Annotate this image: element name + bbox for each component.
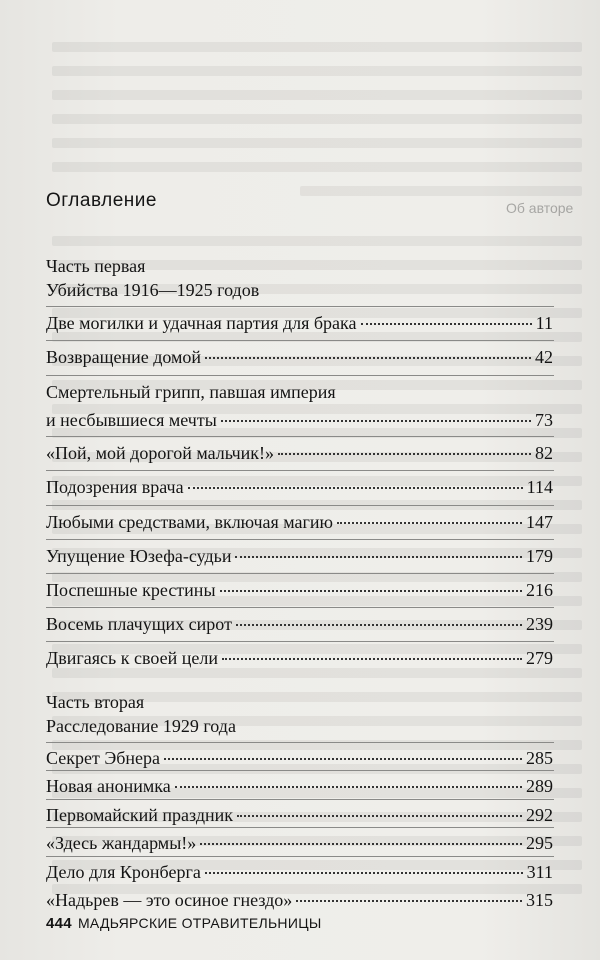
leader-dots (235, 556, 522, 558)
toc-entry[interactable] (46, 860, 553, 884)
entry-page: 216 (526, 580, 553, 600)
rule (46, 340, 554, 341)
part-two-label: Часть вторая (46, 692, 145, 712)
toc-entry[interactable] (46, 803, 553, 827)
rule (46, 470, 554, 471)
rule (46, 742, 554, 743)
leader-dots (337, 522, 522, 524)
entry-title: Секрет Эбнера (46, 748, 160, 768)
page-number: 444 (46, 915, 72, 932)
leader-dots (205, 872, 523, 874)
entry-title: Упущение Юзефа-судьи (46, 546, 232, 566)
leader-dots (278, 453, 531, 455)
entry-title: Восемь плачущих сирот (46, 614, 232, 634)
entry-title: Первомайский праздник (46, 804, 233, 825)
entry-page: 147 (526, 512, 553, 532)
entry-page: 239 (526, 614, 553, 634)
toc-entry[interactable] (46, 441, 553, 465)
entry-page: 295 (526, 833, 553, 854)
rule (46, 505, 554, 506)
running-title: МАДЬЯРСКИЕ ОТРАВИТЕЛЬНИЦЫ (77, 915, 322, 931)
entry-page: 315 (526, 890, 553, 910)
entry-title: и несбывшиеся мечты (46, 410, 217, 430)
toc-entry[interactable] (46, 544, 553, 568)
show-through-heading: Об авторе (506, 200, 574, 216)
toc-entry[interactable] (46, 888, 553, 912)
leader-dots (222, 658, 522, 660)
entry-title: Новая анонимка (46, 776, 171, 797)
entry-title: Любыми средствами, включая магию (46, 512, 333, 532)
entry-title-line1: Смертельный грипп, павшая империя (46, 382, 336, 402)
entry-title: «Надьрев — это осиное гнездо» (46, 890, 293, 910)
entry-title: Поспешные крестины (46, 580, 216, 600)
leader-dots (221, 420, 531, 422)
rule (46, 770, 554, 771)
entry-page: 279 (526, 648, 553, 668)
entry-page: 11 (535, 313, 553, 333)
toc-entry[interactable] (46, 612, 553, 636)
part-one-label: Часть первая (46, 256, 146, 276)
toc-entry[interactable] (46, 646, 553, 670)
rule (46, 827, 554, 828)
toc-entry[interactable] (46, 475, 553, 499)
entry-page: 285 (526, 748, 553, 768)
leader-dots (188, 487, 523, 489)
entry-title: «Пой, мой дорогой мальчик!» (46, 443, 275, 463)
toc-entry[interactable] (46, 345, 553, 369)
toc-entry[interactable] (46, 774, 553, 798)
entry-title: «Здесь жандармы!» (46, 833, 197, 854)
entry-page: 73 (535, 410, 553, 430)
toc-entry[interactable] (46, 510, 553, 534)
rule (46, 607, 554, 608)
rule (46, 641, 554, 642)
toc-entry[interactable] (46, 380, 553, 432)
entry-page: 311 (526, 861, 553, 882)
toc-entry[interactable] (46, 311, 553, 335)
part-one-subtitle: Убийства 1916—1925 годов (46, 280, 260, 300)
rule (46, 799, 554, 800)
toc-heading: Оглавление (46, 190, 157, 211)
rule (46, 306, 554, 307)
rule (46, 856, 554, 857)
entry-page: 289 (526, 776, 553, 797)
leader-dots (296, 900, 522, 902)
entry-page: 82 (535, 443, 553, 463)
entry-title: Две могилки и удачная партия для брака (46, 313, 357, 333)
leader-dots (361, 323, 532, 325)
entry-page: 179 (526, 546, 553, 566)
toc-entry[interactable] (46, 831, 553, 855)
rule (46, 375, 554, 376)
page-footer (46, 915, 322, 932)
entry-title: Дело для Кронберга (46, 861, 201, 882)
entry-title: Подозрения врача (46, 477, 184, 497)
leader-dots (237, 815, 522, 817)
toc-entry[interactable] (46, 746, 553, 770)
rule (46, 539, 554, 540)
leader-dots (164, 758, 522, 760)
rule (46, 436, 554, 437)
rule (46, 573, 554, 574)
leader-dots (220, 590, 522, 592)
entry-page: 114 (526, 477, 553, 497)
entry-page: 292 (526, 804, 553, 825)
part-two-subtitle: Расследование 1929 года (46, 716, 236, 736)
leader-dots (205, 357, 531, 359)
entry-page: 42 (535, 347, 553, 367)
leader-dots (236, 624, 522, 626)
leader-dots (175, 786, 522, 788)
entry-title: Возвращение домой (46, 347, 202, 367)
entry-title: Двигаясь к своей цели (46, 648, 218, 668)
toc-entry[interactable] (46, 578, 553, 602)
leader-dots (200, 843, 522, 845)
